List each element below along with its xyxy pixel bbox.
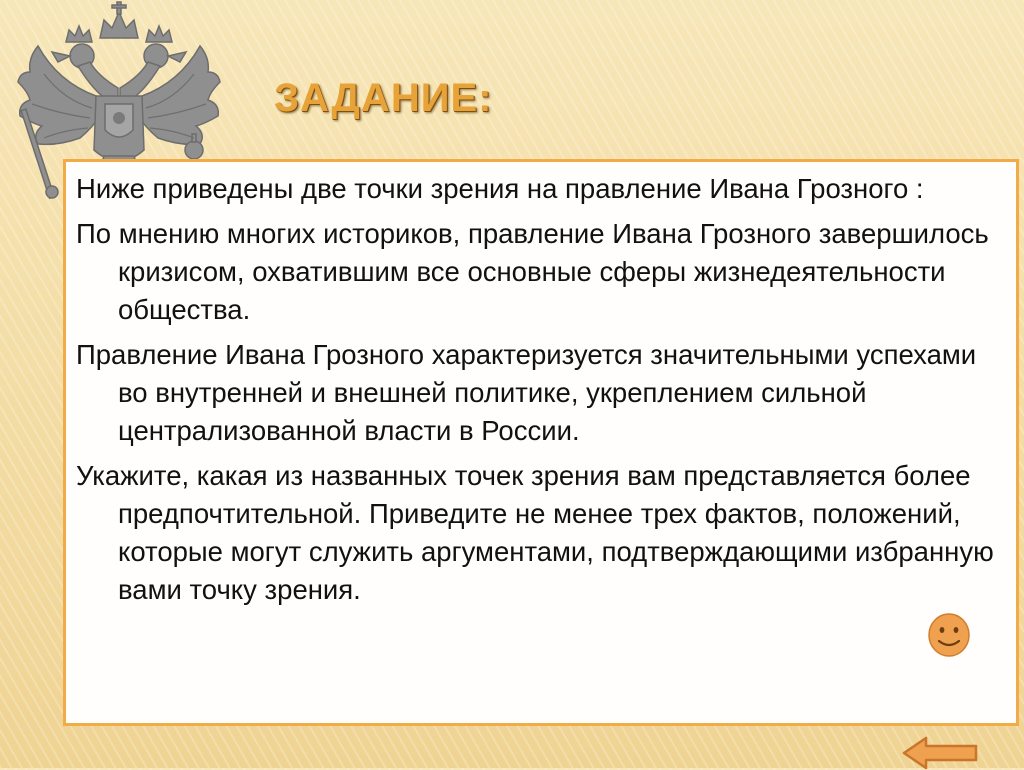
task-text-box: [63, 159, 1019, 726]
task-instruction-paragraph: Укажите, какая из названных точек зрения вам представляется более предпочтительной. Приведите не менее трех фактов, положений, которые могут служить аргументами, подтверждающими избранную вами точку зрения.: [76, 460, 994, 605]
intro-paragraph: Ниже приведены две точки зрения на правление Ивана Грозного :: [76, 173, 924, 204]
back-arrow-icon[interactable]: [902, 736, 980, 770]
slide-title: ЗАДАНИЕ:: [274, 76, 493, 120]
smiley-face-icon: [927, 612, 971, 658]
viewpoint-two-paragraph: Правление Ивана Грозного характеризуется значительными успехами во внутренней и внешней политике, укреплением сильной централизованной власти в России.: [76, 339, 977, 446]
viewpoint-one-paragraph: По мнению многих историков, правление Ивана Грозного завершилось кризисом, охватившим все основные сферы жизнедеятельности общества.: [76, 218, 989, 325]
